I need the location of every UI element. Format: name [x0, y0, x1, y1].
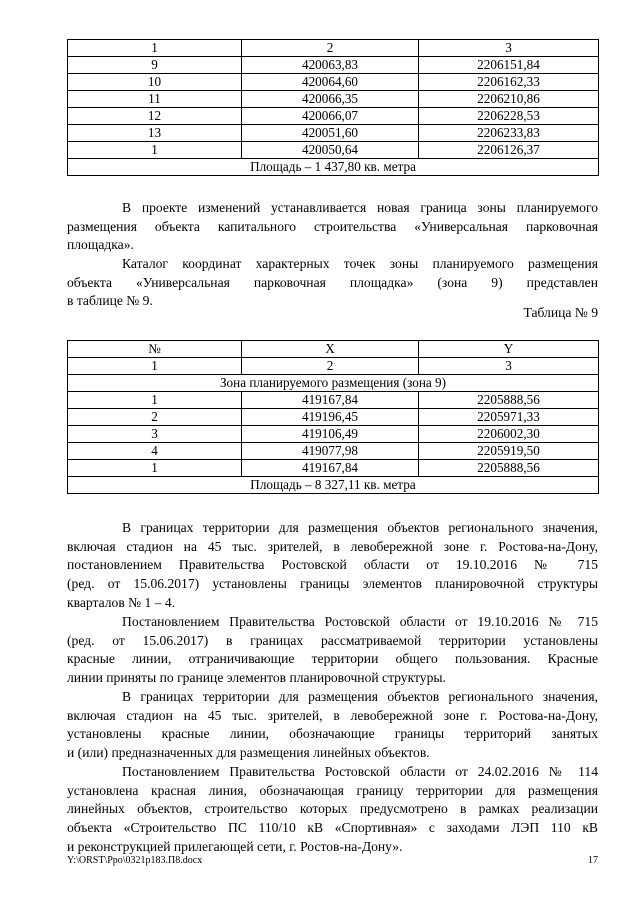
table-row: [68, 108, 599, 125]
text-line: и (или) предназначенных для размещения линейных объектов.: [67, 745, 430, 761]
numbering-cell: 1: [68, 358, 242, 375]
text-line: и реконструкцией прилегающей сети, г. Ростов-на-Дону».: [67, 838, 403, 854]
table-row: [68, 426, 599, 443]
zone-title-row: [68, 375, 599, 392]
x-cell: 419167,84: [242, 392, 419, 409]
point-number-cell: 3: [68, 426, 242, 443]
text-line: в таблице № 9.: [67, 293, 153, 309]
x-cell: 420051,60: [242, 125, 419, 142]
text-line: (ред. от 15.06.2017) в границах рассматриваемой территории установлены: [67, 632, 598, 648]
area-row: [68, 477, 599, 494]
y-cell: 2205919,50: [419, 443, 599, 460]
text-line: установлена красная линия, обозначающая границу территории для размещения: [67, 782, 598, 798]
point-number-cell: 13: [68, 125, 242, 142]
text-line: линейных объектов, строительство которых предусмотрено в рамках реализации: [67, 801, 598, 817]
paragraph-red-lines: [67, 613, 598, 688]
table-row: [68, 57, 599, 74]
paragraph-catalog: [67, 255, 598, 311]
point-number-cell: 11: [68, 91, 242, 108]
column-header-number: №: [68, 341, 242, 358]
point-number-cell: 2: [68, 409, 242, 426]
paragraph-substation: [67, 763, 598, 857]
table-row: [68, 125, 599, 142]
header-cell: 2: [242, 40, 419, 57]
y-cell: 2206210,86: [419, 91, 599, 108]
x-cell: 419106,49: [242, 426, 419, 443]
table-row: [68, 443, 599, 460]
text-line: красные линии, отграничивающие территории общего пользования. Красные: [67, 651, 598, 667]
zone-title-cell: Зона планируемого размещения (зона 9): [68, 375, 599, 392]
table-header-row: [68, 40, 599, 57]
header-cell: 3: [419, 40, 599, 57]
footer-file-path: Y:\ORST\Ppo\0321p183.П8.docx: [67, 855, 203, 866]
point-number-cell: 12: [68, 108, 242, 125]
point-number-cell: 1: [68, 460, 242, 477]
area-cell: Площадь – 8 327,11 кв. метра: [68, 477, 599, 494]
paragraph-new-boundary: [67, 199, 598, 255]
y-cell: 2205888,56: [419, 460, 599, 477]
text-line: Постановлением Правительства Ростовской области от 19.10.2016 № 715: [122, 614, 598, 629]
y-cell: 2206126,37: [419, 142, 599, 159]
point-number-cell: 1: [68, 142, 242, 159]
y-cell: 2206162,33: [419, 74, 599, 91]
y-cell: 2205971,33: [419, 409, 599, 426]
text-line: Постановлением Правительства Ростовской области от 24.02.2016 № 114: [122, 764, 598, 779]
text-line: В границах территории для размещения объектов регионального значения,: [122, 520, 598, 535]
point-number-cell: 9: [68, 57, 242, 74]
x-cell: 420063,83: [242, 57, 419, 74]
text-line: размещения объекта капитального строительства «Универсальная парковочная: [67, 218, 598, 234]
text-line: Каталог координат характерных точек зоны планируемого размещения: [122, 256, 598, 271]
x-cell: 419077,98: [242, 443, 419, 460]
y-cell: 2205888,56: [419, 392, 599, 409]
column-header-y: Y: [419, 341, 599, 358]
y-cell: 2206233,83: [419, 125, 599, 142]
numbering-row: [68, 358, 599, 375]
x-cell: 420066,35: [242, 91, 419, 108]
point-number-cell: 1: [68, 392, 242, 409]
text-line: В проекте изменений устанавливается новая граница зоны планируемого: [122, 200, 598, 215]
page-number: 17: [588, 855, 598, 866]
table-row: [68, 142, 599, 159]
table-row: [68, 409, 599, 426]
table-header-row: [68, 341, 599, 358]
text-line: кварталов № 1 – 4.: [67, 594, 176, 610]
y-cell: 2206002,30: [419, 426, 599, 443]
area-row: [68, 159, 599, 176]
x-cell: 419167,84: [242, 460, 419, 477]
coordinates-table-continued: [67, 39, 599, 176]
paragraph-regional-objects: [67, 519, 598, 613]
text-line: постановлением Правительства Ростовской области от 19.10.2016 № 715: [67, 557, 598, 573]
paragraph-linear-objects: [67, 688, 598, 763]
text-line: В границах территории для размещения объектов регионального значения,: [122, 689, 598, 704]
x-cell: 420050,64: [242, 142, 419, 159]
column-header-x: X: [242, 341, 419, 358]
text-line: (ред. от 15.06.2017) установлены границы элементов планировочной структуры: [67, 576, 598, 592]
text-line: включая стадион на 45 тыс. зрителей, в левобережной зоне г. Ростова-на-Дону,: [67, 538, 598, 554]
point-number-cell: 4: [68, 443, 242, 460]
table-row: [68, 392, 599, 409]
text-line: площадка».: [67, 237, 134, 253]
text-line: объекта «Универсальная парковочная площадка» (зона 9) представлен: [67, 274, 598, 290]
area-cell: Площадь – 1 437,80 кв. метра: [68, 159, 599, 176]
text-line: линии приняты по границе элементов планировочной структуры.: [67, 670, 446, 686]
x-cell: 420064,60: [242, 74, 419, 91]
coordinates-table-9: [67, 340, 599, 494]
text-line: установлены красные линии, обозначающие границы территорий занятых: [67, 726, 598, 742]
text-line: включая стадион на 45 тыс. зрителей, в левобережной зоне г. Ростова-на-Дону,: [67, 707, 598, 723]
table-row: [68, 74, 599, 91]
table-caption: Таблица № 9: [523, 305, 598, 320]
point-number-cell: 10: [68, 74, 242, 91]
y-cell: 2206151,84: [419, 57, 599, 74]
x-cell: 420066,07: [242, 108, 419, 125]
numbering-cell: 3: [419, 358, 599, 375]
x-cell: 419196,45: [242, 409, 419, 426]
numbering-cell: 2: [242, 358, 419, 375]
table-row: [68, 460, 599, 477]
text-line: объекта «Строительство ПС 110/10 кВ «Спортивная» с заходами ЛЭП 110 кВ: [67, 820, 598, 836]
y-cell: 2206228,53: [419, 108, 599, 125]
header-cell: 1: [68, 40, 242, 57]
table-row: [68, 91, 599, 108]
